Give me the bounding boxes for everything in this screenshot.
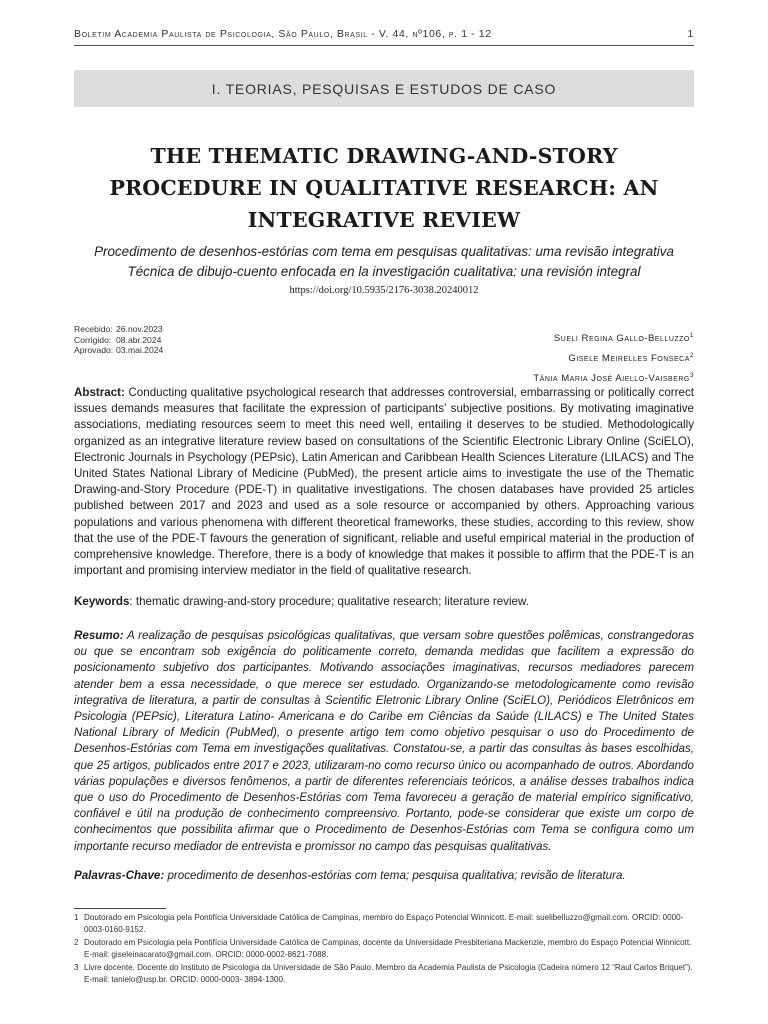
date-approved: Aprovado: 03.mai.2024: [74, 345, 164, 355]
footnotes: [74, 912, 694, 987]
abstract-label: Abstract:: [74, 386, 125, 399]
palavras-chave-label: Palavras-Chave:: [74, 869, 165, 882]
journal-citation: Boletim Academia Paulista de Psicologia, São Paulo, Brasil - V. 44, nº106, p. 1 - 12: [74, 28, 492, 40]
doi-link[interactable]: https://doi.org/10.5935/2176-3038.20240012: [289, 285, 479, 296]
resumo-label: Resumo:: [74, 629, 124, 642]
keywords-paragraph: [74, 594, 694, 610]
article-title: THE THEMATIC DRAWING-AND-STORY PROCEDURE IN QUALITATIVE RESEARCH: AN INTEGRATIVE REVIEW: [109, 144, 659, 232]
resumo-text: A realização de pesquisas psicológicas qualitativas, que versam sobre questões polêmicas, constrangedoras ou que se encontram sob exigência do politicamente correto, demanda medidas que facilitem a expressão do posicionamento subjetivo dos participantes. Motivando associações imaginativas, recursos mediadores parecem atender bem a essa necessidade, o que merece ser estudado. Organizando-se metodologicamente como revisão integrativa de literatura, a partir de consultas à Scientific Eletronic Library Online (SciELO), Periódicos Eletrônicos em Psicologia (PEPsic), Literatura Latino- Americana e do Caribe em Ciências da Saúde (LILACS) e The United States National Library of Medicin (PubMed), o presente artigo tem como objetivo pesquisar o uso do Procedimento de Desenhos-Estórias com Tema em investigações qualitativas. Constatou-se, a partir das consultas às bases escolhidas, que 25 artigos, publicados entre 2017 e 2023, utilizaram-no como recurso único ou acompanhado de outros. Abordando várias populações e diversos fenômenos, a partir de diferentes referenciais teóricos, a análise desses trabalhos indica que o uso do Procedimento de Desenhos-Estórias com Tema favoreceu a geração de material empírico significativo, confiável e útil na produção de conhecimento compreensivo. Portanto, pode-se considerar que existe um corpo de conhecimentos que possibilita afirmar que o Procedimento de Desenhos-Estórias com Tema se configura como um importante recurso mediador de entrevista e promissor no campo das pesquisas qualitativas.: [74, 629, 694, 853]
abstract-paragraph: [74, 385, 694, 579]
date-corrected: Corrigido: 08.abr.2024: [74, 334, 162, 345]
page-number: 1: [687, 28, 694, 40]
section-label: I. TEORIAS, PESQUISAS E ESTUDOS DE CASO: [211, 80, 557, 97]
subtitle-portuguese: Procedimento de desenhos-estórias com tema em pesquisas qualitativas: uma revisão integrativa: [94, 244, 674, 259]
author-list: [533, 327, 694, 388]
section-heading: [74, 70, 694, 107]
footnote-mark[interactable]: 2: [689, 352, 694, 360]
running-header: [74, 28, 694, 40]
author-name: Gisele Meirelles Fonseca$^2$: [568, 352, 694, 365]
footnote: 3 Livre docente. Docente do Instituto de Psicologia da Universidade de São Paulo. Membro da Academia Paulista de Psicologia (Cadeira número 12 “Raul Carlos Briquet”). E-mail: tanielo@usp.br. ORCID: 0000-0003- 3894-1300.: [74, 963, 693, 984]
footnote-mark[interactable]: 1: [689, 332, 694, 339]
submission-dates: [74, 324, 163, 356]
header-divider: [74, 45, 694, 46]
palavras-chave-paragraph: [74, 868, 694, 884]
keywords-text: : thematic drawing-and-story procedure; qualitative research; literature review.: [129, 595, 529, 608]
footnote: 1 Doutorado em Psicologia pela Pontifícia Universidade Católica de Campinas, membro do Espaço Potencial Winnicott. E-mail: suelibelluzzo@gmail.com. ORCID: 0000-0003-0160-9152.: [74, 913, 684, 934]
subtitle-spanish: Técnica de dibujo-cuento enfocada en la investigación cualitativa: una revisión integral: [127, 264, 641, 279]
author-name: Sueli Regina Gallo-Belluzzo$^1$: [553, 332, 694, 345]
abstract-text: Conducting qualitative psychological research that addresses controversial, embarrassing or politically correct issues demands measures that facilitate the expression of participants’ subjective positions. By motivating imaginative associations, mediating resources seem to meet this need well, entailing it deserves to be studied. Methodologically organized as an integrative literature review based on consultations of the Scientific Electronic Library Online (SciELO), Electronic Journals in Psychology (PEPsic), Latin American and Caribbean Health Sciences Literature (LILACS) and The United States National Library of Medicine (PubMed), the present article aims to investigate the use of the Thematic Drawing-and-Story Procedure (PDE-T) in qualitative investigations. The chosen databases have provided 25 articles published between 2017 and 2023 and used as a sole resource or accompanied by others. Approaching various populations and various phenomena with different theoretical frameworks, these studies, according to this review, show that the use of the PDE-T favours the generation of significant, reliable and useful empirical material in the production of comprehensive knowledge. Therefore, there is a body of knowledge that makes it possible to affirm that the PDE-T is an important and promising interview mediator in the field of qualitative research.: [74, 386, 694, 578]
footnote-divider: [74, 908, 166, 909]
footnote-mark[interactable]: 3: [689, 372, 694, 380]
footnote: 2 Doutorado em Psicologia pela Pontifícia Universidade Católica de Campinas, docente da Universidade Presbiteriana Mackenzie, membro do Espaço Potencial Winnicott. E-mail: giseleinacarato@gmail.com. ORCID: 0000-0002-8621-7088.: [74, 938, 692, 959]
keywords-label: Keywords: [74, 595, 130, 608]
palavras-chave-text: procedimento de desenhos-estórias com tema; pesquisa qualitativa; revisão de literatura.: [164, 869, 626, 882]
resumo-paragraph: [74, 628, 694, 855]
date-received: Recebido: 26.nov.2023: [74, 324, 163, 334]
author-name: Tânia Maria José Aiello-Vaisberg$^3$: [533, 372, 694, 385]
